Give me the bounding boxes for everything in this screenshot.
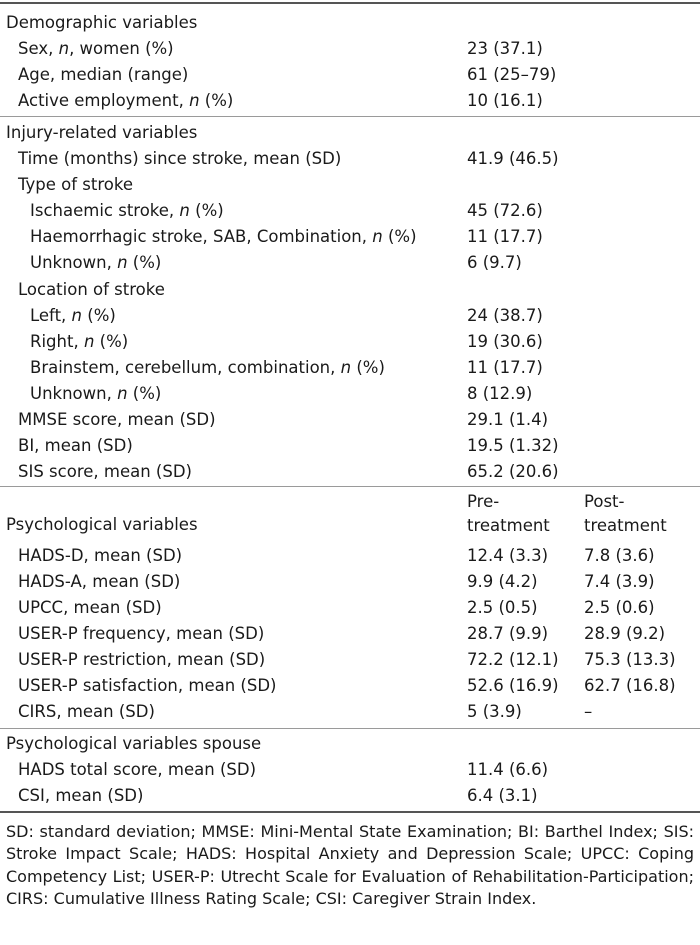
section-psychological-heading: Psychological variables <box>6 515 198 534</box>
table-row: CSI, mean (SD) 6.4 (3.1) <box>18 786 538 805</box>
table-row: BI, mean (SD) 19.5 (1.32) <box>18 436 559 455</box>
table-row: Unknown, n (%) 8 (12.9) <box>30 384 533 403</box>
table-row: Unknown, n (%) 6 (9.7) <box>30 253 522 272</box>
table-row: Sex, n, women (%) 23 (37.1) <box>18 39 543 58</box>
section-divider <box>0 486 700 487</box>
table-row: UPCC, mean (SD) 2.5 (0.5) 2.5 (0.6) <box>18 598 655 617</box>
table-row: Left, n (%) 24 (38.7) <box>30 306 543 325</box>
table-row: USER-P frequency, mean (SD) 28.7 (9.9) 28.9 (9.2) <box>18 624 666 643</box>
section-demographic-heading: Demographic variables <box>6 13 198 32</box>
table-row: Haemorrhagic stroke, SAB, Combination, n (%) 11 (17.7) <box>30 227 543 246</box>
table-row: Time (months) since stroke, mean (SD) 41.9 (46.5) <box>18 149 559 168</box>
table-row: USER-P restriction, mean (SD) 72.2 (12.1) 75.3 (13.3) <box>18 650 676 669</box>
subheading-location-of-stroke: Location of stroke <box>18 280 165 299</box>
subheading-type-of-stroke: Type of stroke <box>18 175 133 194</box>
table-row: Brainstem, cerebellum, combination, n (%) 11 (17.7) <box>30 358 543 377</box>
table-row: Right, n (%) 19 (30.6) <box>30 332 543 351</box>
section-divider <box>0 116 700 117</box>
section-spouse-heading: Psychological variables spouse <box>6 734 262 753</box>
table-row: USER-P satisfaction, mean (SD) 52.6 (16.9) 62.7 (16.8) <box>18 676 676 695</box>
table-row: Ischaemic stroke, n (%) 45 (72.6) <box>30 201 543 220</box>
table-row: SIS score, mean (SD) 65.2 (20.6) <box>18 462 559 481</box>
table-row: HADS-A, mean (SD) 9.9 (4.2) 7.4 (3.9) <box>18 572 655 591</box>
section-injury-heading: Injury-related variables <box>6 123 198 142</box>
bottom-rule <box>0 811 700 813</box>
table-row: HADS-D, mean (SD) 12.4 (3.3) 7.8 (3.6) <box>18 546 655 565</box>
section-divider <box>0 728 700 729</box>
column-header-post-treatment: Post- treatment <box>584 492 667 535</box>
table-row: CIRS, mean (SD) 5 (3.9) – <box>18 702 593 721</box>
column-header-pre-treatment: Pre- treatment <box>467 492 550 535</box>
table-row: Active employment, n (%) 10 (16.1) <box>18 91 543 110</box>
table-footnote: SD: standard deviation; MMSE: Mini-Mental State Examination; BI: Barthel Index; SIS: Stroke Impact Scale; HADS: Hospital Anxiety and Depression Scale; UPCC: Coping Competency List; USER-P: Utrecht Scale for Evaluation of Rehabilitation-Participation; CIRS: Cumulative Illness Rating Scale; CSI: Caregiver Strain Index. <box>6 822 694 909</box>
table-row: Age, median (range) 61 (25–79) <box>18 65 557 84</box>
table-row: HADS total score, mean (SD) 11.4 (6.6) <box>18 760 549 779</box>
top-rule <box>0 2 700 4</box>
table-row: MMSE score, mean (SD) 29.1 (1.4) <box>18 410 549 429</box>
